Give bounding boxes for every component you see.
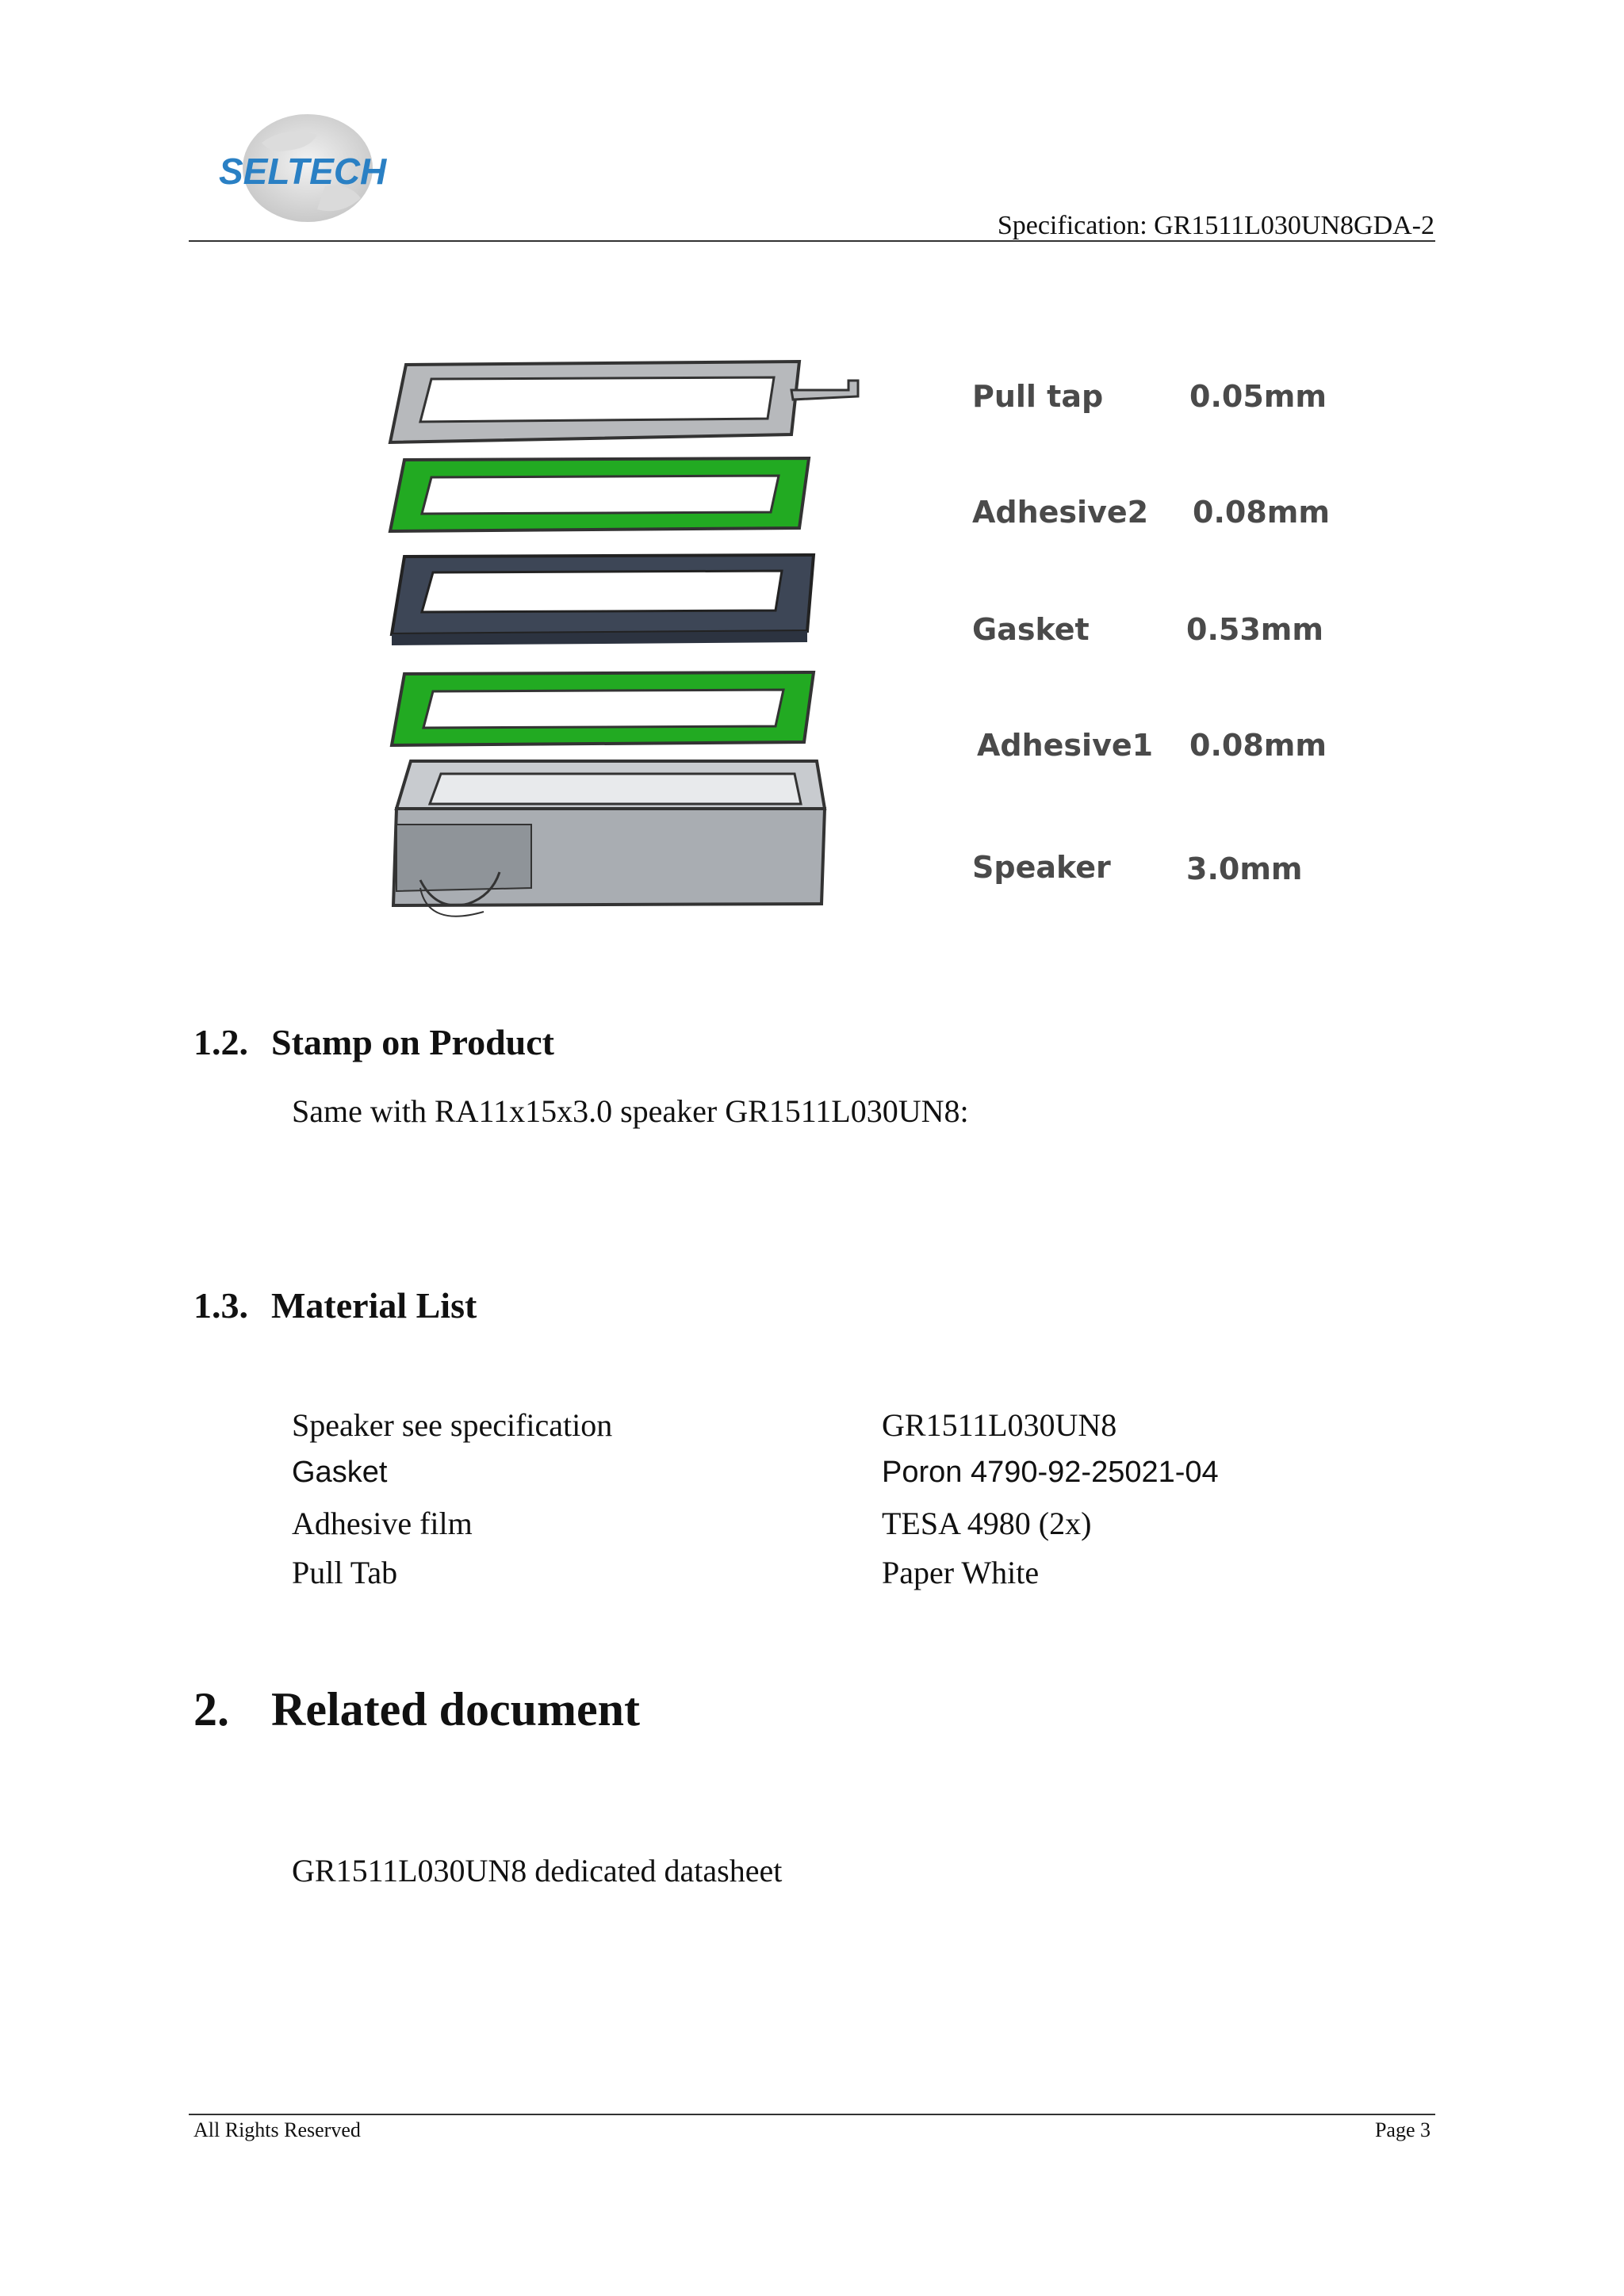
material-value: TESA 4980 (2x) xyxy=(882,1506,1092,1541)
pull-tab-layer xyxy=(390,362,858,442)
layer-thickness-adhesive2: 0.08mm xyxy=(1193,495,1330,530)
section-number: 2. xyxy=(193,1683,229,1735)
layer-thickness-pull-tap: 0.05mm xyxy=(1189,379,1327,414)
header-spec: Specification: GR1511L030UN8GDA-2 xyxy=(997,211,1434,240)
section-2-heading xyxy=(193,1682,640,1737)
adhesive1-layer xyxy=(392,672,814,745)
layer-name-pull-tap: Pull tap xyxy=(972,379,1104,414)
exploded-stack-figure xyxy=(373,333,1348,951)
layer-thickness-adhesive1: 0.08mm xyxy=(1189,728,1327,763)
speaker-body xyxy=(393,761,825,916)
header-divider xyxy=(189,240,1435,242)
logo-text: SELTECH xyxy=(219,151,387,192)
layer-thickness-gasket: 0.53mm xyxy=(1186,612,1323,647)
section-1-2-heading xyxy=(193,1021,554,1063)
layer-name-gasket: Gasket xyxy=(972,612,1090,647)
section-1-3-heading xyxy=(193,1284,477,1326)
material-item: Speaker see specification xyxy=(292,1407,613,1443)
globe-logo-icon xyxy=(206,111,396,230)
material-value: Paper White xyxy=(882,1555,1040,1590)
material-value: Poron 4790-92-25021-04 xyxy=(882,1456,1219,1489)
adhesive2-layer xyxy=(390,458,809,531)
stamp-text: Same with RA11x15x3.0 speaker GR1511L030UN8: xyxy=(292,1093,969,1129)
layer-name-adhesive1: Adhesive1 xyxy=(977,728,1154,763)
material-row xyxy=(292,1554,1323,1603)
gasket-layer xyxy=(392,555,814,645)
layer-name-speaker: Speaker xyxy=(972,850,1111,885)
section-number: 1.3. xyxy=(193,1285,248,1326)
seltech-logo xyxy=(206,111,396,230)
material-item: Pull Tab xyxy=(292,1555,398,1590)
material-row xyxy=(292,1406,1323,1456)
page-number: Page 3 xyxy=(1374,2118,1431,2141)
section-title: Stamp on Product xyxy=(271,1022,554,1062)
material-row xyxy=(292,1456,1323,1505)
footer-rights: All Rights Reserved xyxy=(193,2118,361,2141)
material-item: Gasket xyxy=(292,1456,388,1489)
footer-divider xyxy=(189,2114,1435,2115)
layer-name-adhesive2: Adhesive2 xyxy=(972,495,1149,530)
section-title: Related document xyxy=(271,1683,640,1735)
section-title: Material List xyxy=(271,1285,477,1326)
material-row xyxy=(292,1505,1323,1554)
layer-thickness-speaker: 3.0mm xyxy=(1186,851,1303,886)
material-item: Adhesive film xyxy=(292,1506,473,1541)
section-number: 1.2. xyxy=(193,1022,248,1062)
material-value: GR1511L030UN8 xyxy=(882,1407,1117,1443)
related-document-text: GR1511L030UN8 dedicated datasheet xyxy=(292,1853,783,1888)
